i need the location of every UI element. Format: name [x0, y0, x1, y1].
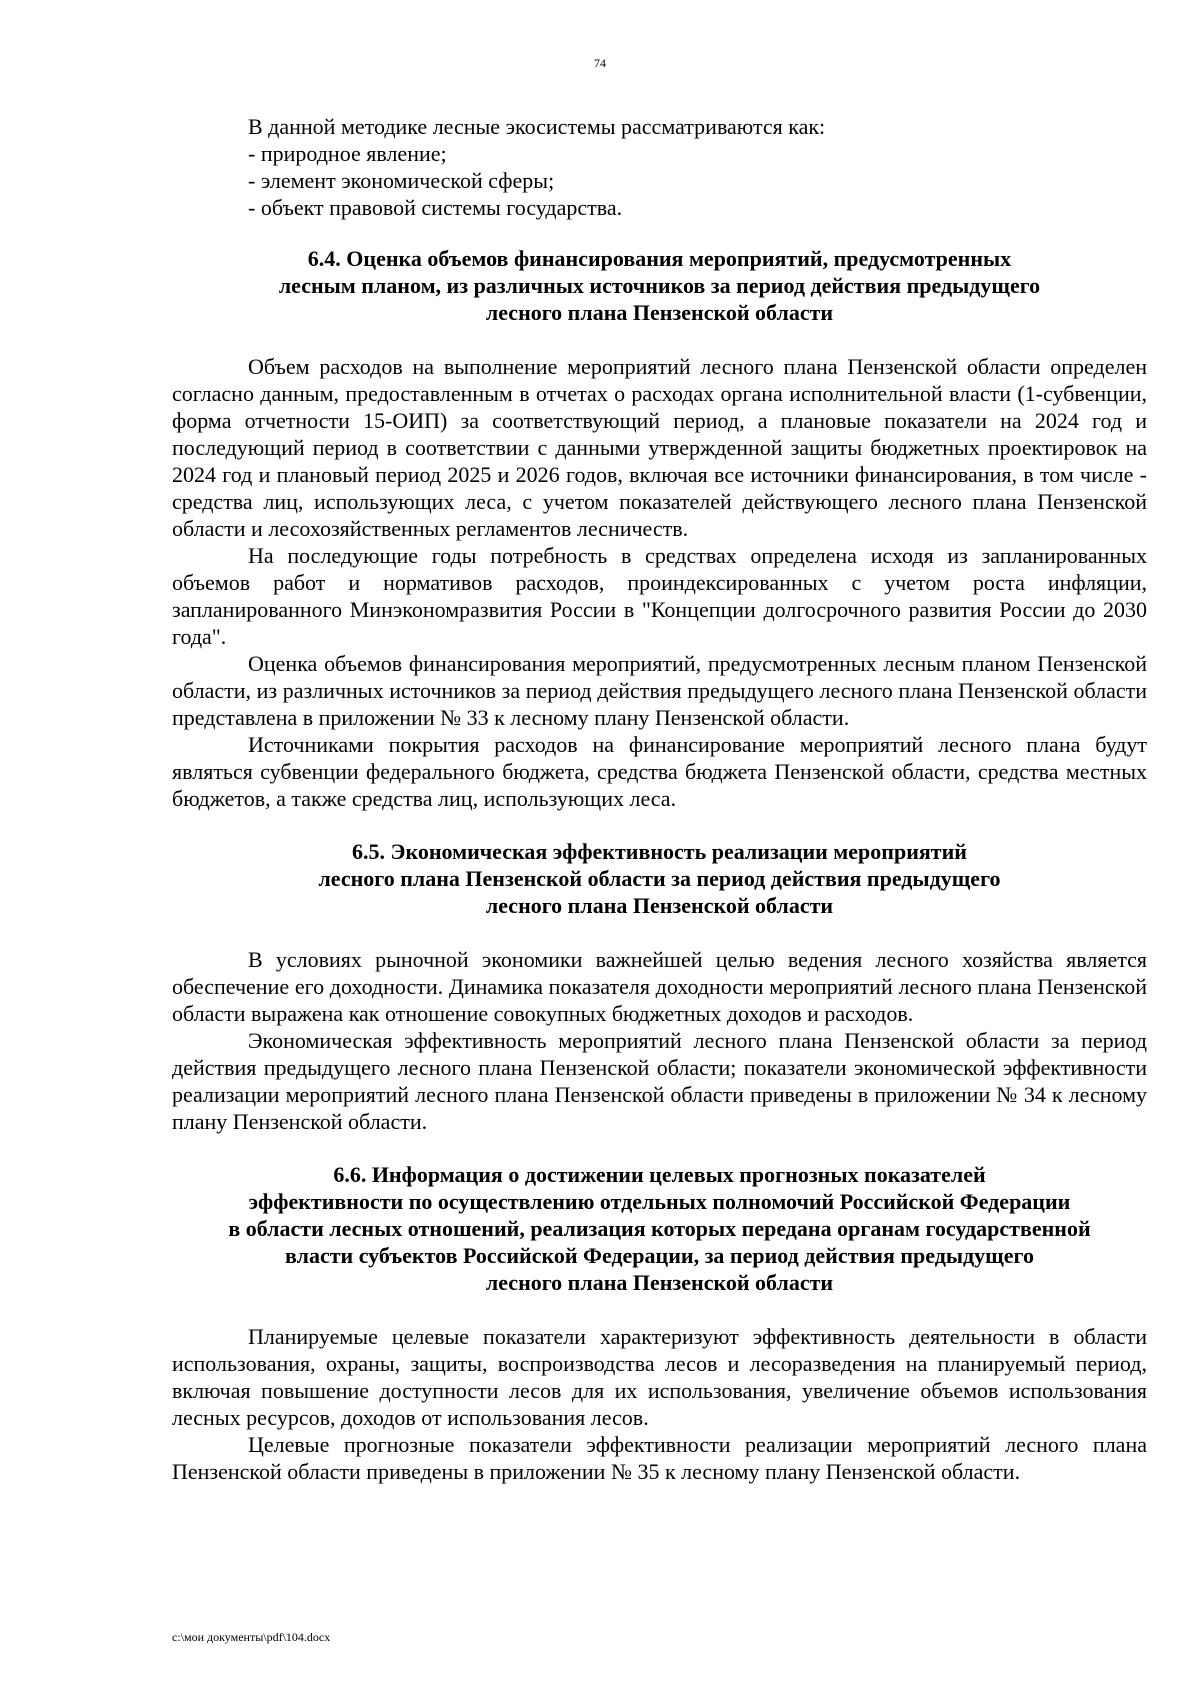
intro-item: - природное явление;	[248, 141, 447, 166]
document-body	[172, 113, 1147, 1485]
heading-line: лесного плана Пензенской области за период действия предыдущего	[318, 866, 1001, 891]
section-6-4-heading	[172, 245, 1147, 326]
intro-item: - объект правовой системы государства.	[248, 195, 623, 220]
section-6-5-heading	[172, 838, 1147, 919]
heading-line: эффективности по осуществлению отдельных полномочий Российской Федерации	[248, 1189, 1071, 1214]
paragraph: Планируемые целевые показатели характеризуют эффективность деятельности в области использования, охраны, защиты, воспроизводства лесов и лесоразведения на планируемый период, включая повышение доступности лесов для их использования, увеличение объемов использования лесных ресурсов, доходов от использования лесов.	[172, 1324, 1147, 1430]
heading-line: лесным планом, из различных источников за период действия предыдущего	[278, 273, 1041, 298]
intro-item: - элемент экономической сферы;	[248, 168, 555, 193]
heading-line: лесного плана Пензенской области	[485, 893, 834, 918]
paragraph: Целевые прогнозные показатели эффективности реализации мероприятий лесного плана Пензенской области приведены в приложении № 35 к лесному плану Пензенской области.	[172, 1432, 1147, 1484]
heading-line: 6.4. Оценка объемов финансирования мероприятий, предусмотренных	[307, 246, 1012, 271]
page-number: 74	[594, 56, 606, 70]
intro-line: В данной методике лесные экосистемы рассматриваются как:	[248, 114, 826, 139]
section-6-6-heading	[172, 1161, 1147, 1296]
heading-line: власти субъектов Российской Федерации, за период действия предыдущего	[285, 1243, 1034, 1268]
paragraph: В условиях рыночной экономики важнейшей целью ведения лесного хозяйства является обеспечение его доходности. Динамика показателя доходности мероприятий лесного плана Пензенской области выражена как отношение совокупных бюджетных доходов и расходов.	[172, 947, 1147, 1026]
heading-line: лесного плана Пензенской области	[485, 1270, 834, 1295]
intro-list	[248, 113, 1147, 221]
paragraph: Экономическая эффективность мероприятий лесного плана Пензенской области за период действия предыдущего лесного плана Пензенской области; показатели экономической эффективности реализации мероприятий лесного плана Пензенской области приведены в приложении № 34 к лесному плану Пензенской области.	[172, 1028, 1147, 1134]
paragraph: Источниками покрытия расходов на финансирование мероприятий лесного плана будут являться субвенции федерального бюджета, средства бюджета Пензенской области, средства местных бюджетов, а также средства лиц, использующих леса.	[172, 732, 1147, 811]
heading-line: лесного плана Пензенской области	[485, 300, 834, 325]
heading-line: 6.5. Экономическая эффективность реализации мероприятий	[352, 839, 967, 864]
paragraph: Объем расходов на выполнение мероприятий лесного плана Пензенской области определен согласно данным, предоставленным в отчетах о расходах органа исполнительной власти (1-субвенции, форма отчетности 15-ОИП) за соответствующий период, а плановые показатели на 2024 год и последующий период в соответствии с данными утвержденной защиты бюджетных проектировок на 2024 год и плановый период 2025 и 2026 годов, включая все источники финансирования, в том числе - средства лиц, использующих леса, с учетом показателей действующего лесного плана Пензенской области и лесохозяйственных регламентов лесничеств.	[172, 354, 1147, 541]
file-path-footer: c:\мои документы\pdf\104.docx	[172, 1630, 331, 1644]
heading-line: 6.6. Информация о достижении целевых прогнозных показателей	[333, 1162, 986, 1187]
paragraph: Оценка объемов финансирования мероприятий, предусмотренных лесным планом Пензенской области, из различных источников за период действия предыдущего лесного плана Пензенской области представлена в приложении № 33 к лесному плану Пензенской области.	[172, 651, 1147, 730]
heading-line: в области лесных отношений, реализация которых передана органам государственной	[228, 1216, 1091, 1241]
paragraph: На последующие годы потребность в средствах определена исходя из запланированных объемов работ и нормативов расходов, проиндексированных с учетом роста инфляции, запланированного Минэкономразвития России в "Концепции долгосрочного развития России до 2030 года".	[172, 543, 1147, 649]
